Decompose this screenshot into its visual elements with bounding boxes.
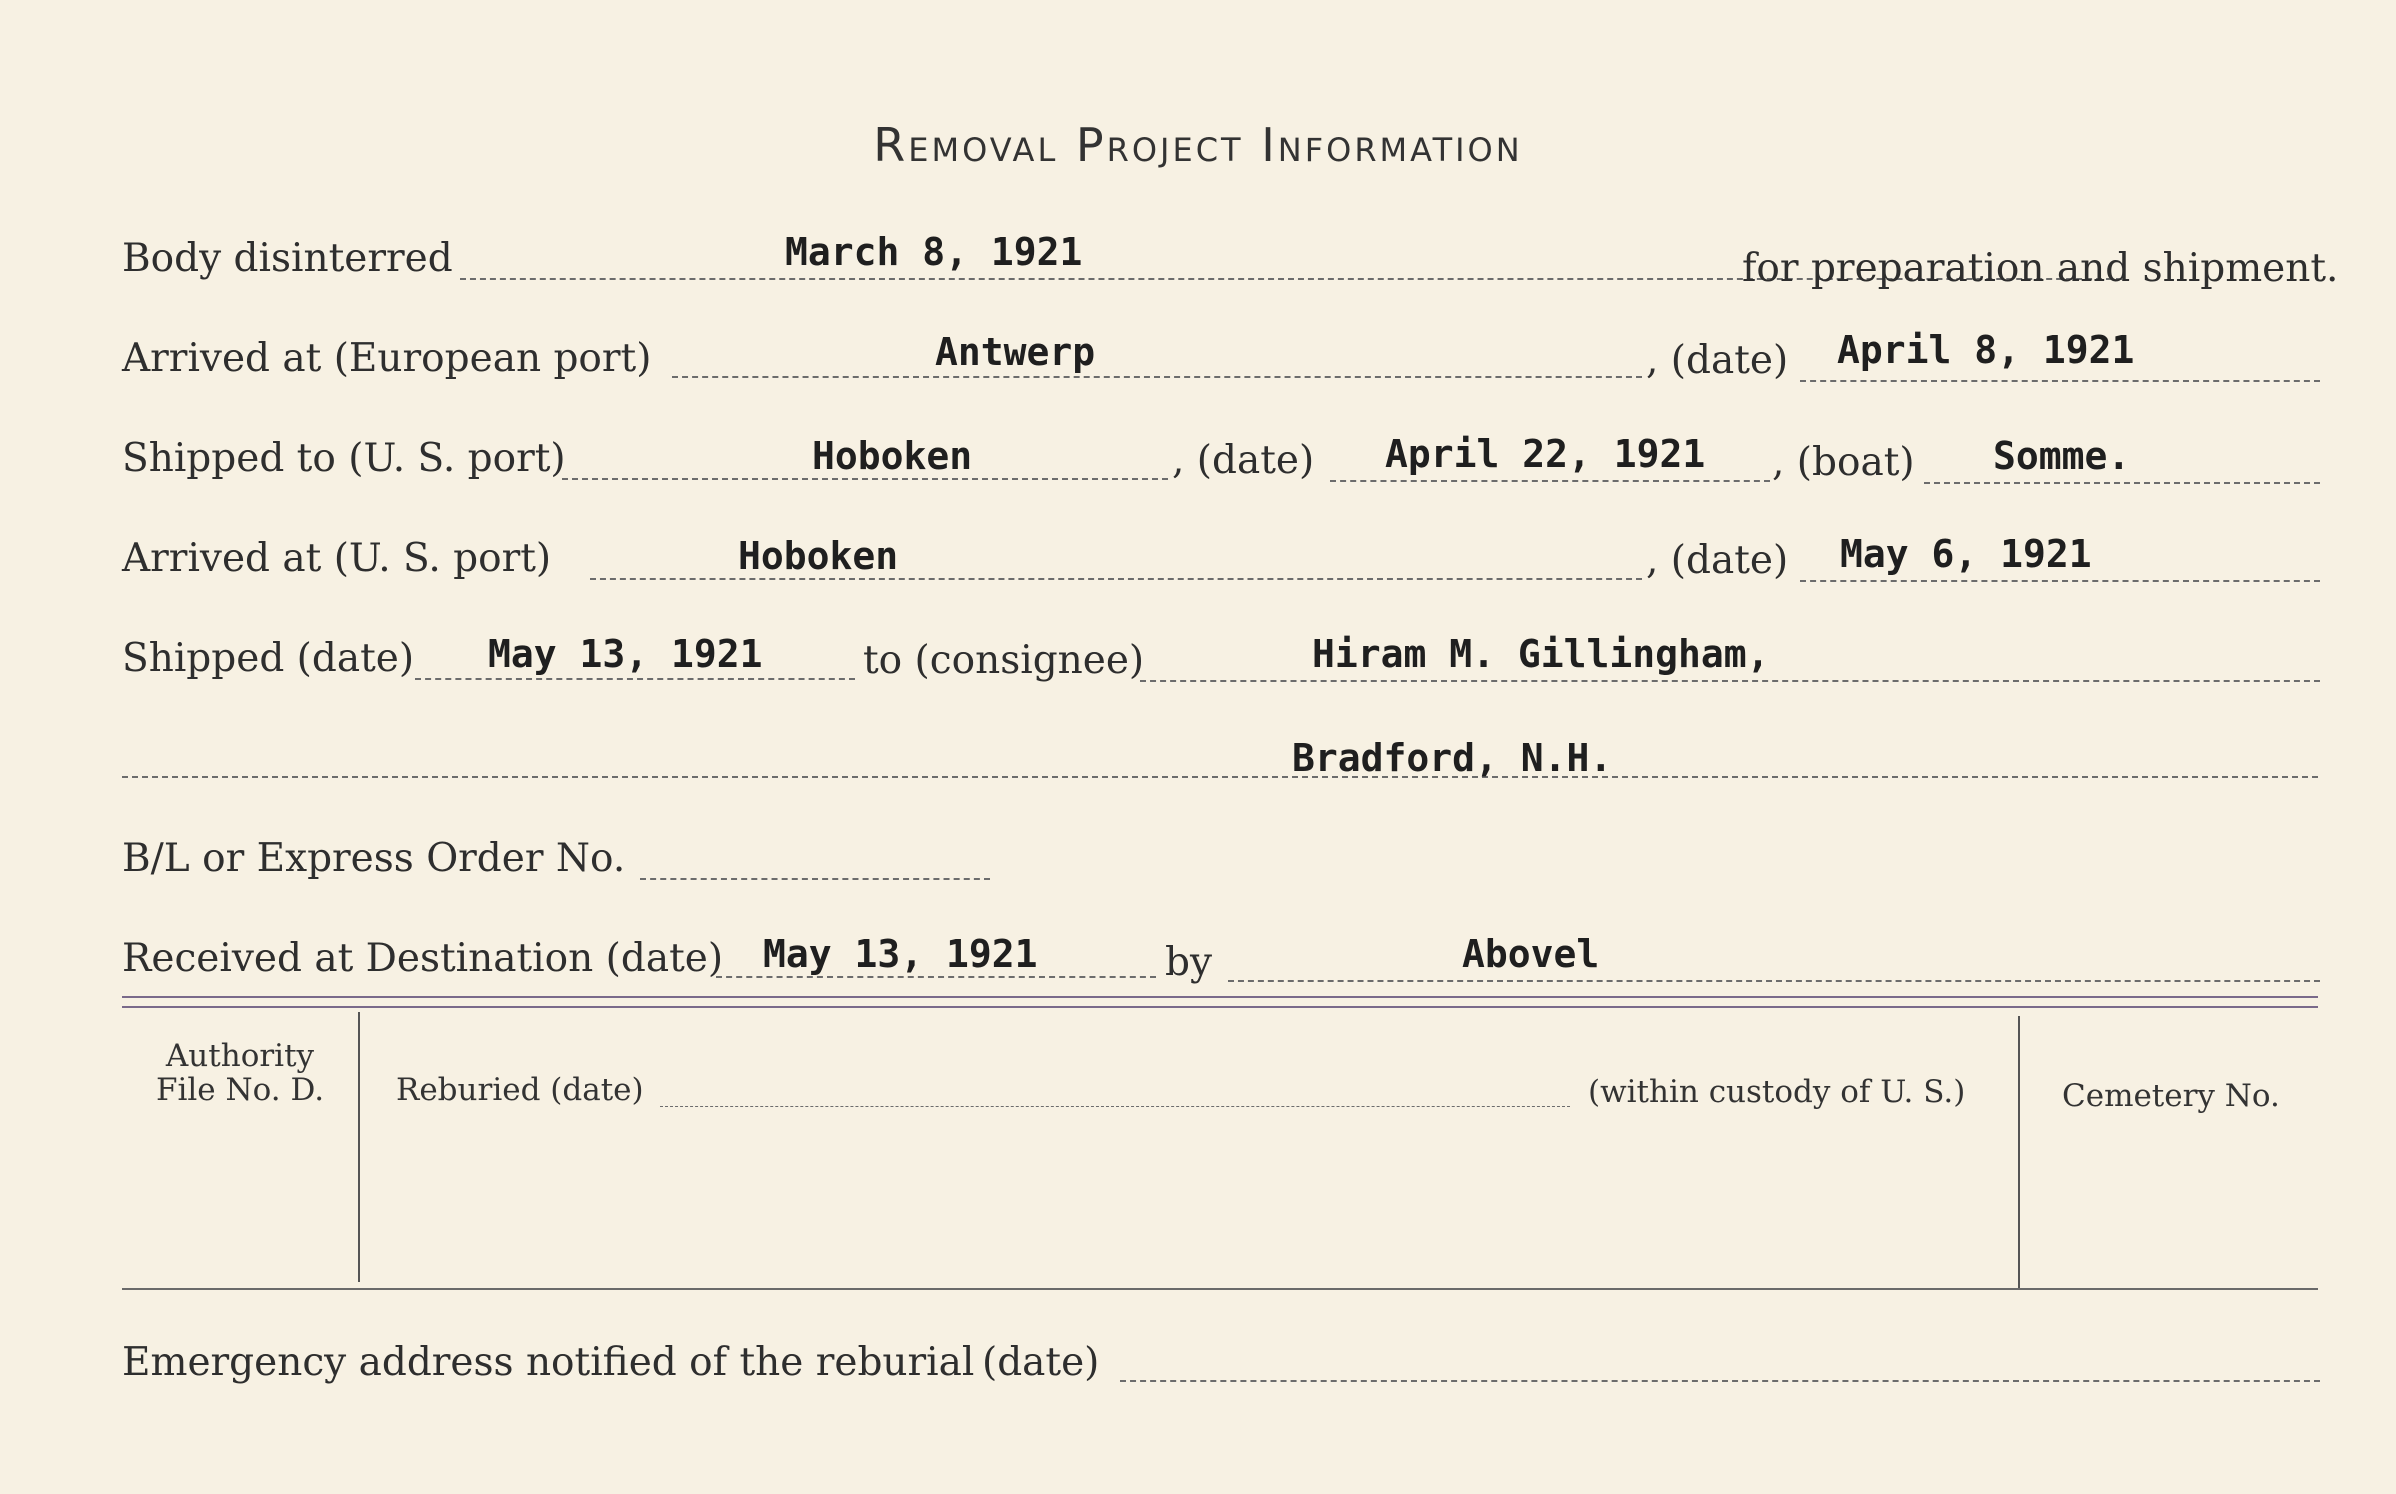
shipped-to-boat-value: Somme. <box>1993 434 2131 478</box>
emergency-date-label: (date) <box>982 1340 1100 1385</box>
received-by-label: by <box>1165 940 1212 985</box>
shipped-to-boat-line <box>1924 482 2320 484</box>
european-port-line <box>672 376 1642 378</box>
european-port-date-label: , (date) <box>1646 338 1789 383</box>
shipped-date-line <box>415 678 855 680</box>
authority-label-line1: Authority <box>165 1038 315 1074</box>
disinterred-suffix: for preparation and shipment. <box>1742 246 2339 291</box>
consignee-value: Hiram M. Gillingham, <box>1312 632 1770 676</box>
shipped-to-date-label: , (date) <box>1172 438 1315 483</box>
us-port-value: Hoboken <box>738 534 899 578</box>
disinterred-value: March 8, 1921 <box>785 230 1083 274</box>
shipped-date-label: Shipped (date) <box>122 636 415 681</box>
bl-label: B/L or Express Order No. <box>122 836 626 881</box>
reburied-label: Reburied (date) <box>396 1072 644 1108</box>
received-by-line <box>1228 980 2320 982</box>
shipped-to-date-value: April 22, 1921 <box>1385 432 1706 476</box>
card-title: Removal Project Information <box>873 118 1523 172</box>
received-date-value: May 13, 1921 <box>763 932 1038 976</box>
received-by-value: Abovel <box>1462 932 1600 976</box>
cemetery-label: Cemetery No. <box>2062 1078 2280 1114</box>
consignee-address-line <box>122 776 2318 778</box>
us-port-label: Arrived at (U. S. port) <box>122 536 552 581</box>
consignee-address-value: Bradford, N.H. <box>1292 736 1613 780</box>
european-port-date-value: April 8, 1921 <box>1837 328 2135 372</box>
shipped-to-line <box>562 478 1168 480</box>
consignee-label: to (consignee) <box>863 638 1145 683</box>
us-port-date-value: May 6, 1921 <box>1840 532 2092 576</box>
us-port-date-line <box>1800 580 2320 582</box>
consignee-line <box>1140 680 2320 682</box>
us-port-date-label: , (date) <box>1646 538 1789 583</box>
box-bottom-rule <box>122 1288 2318 1290</box>
shipped-to-label: Shipped to (U. S. port) <box>122 436 566 481</box>
emergency-label: Emergency address notified of the reburial <box>122 1340 975 1385</box>
european-port-date-line <box>1800 380 2320 382</box>
shipped-to-value: Hoboken <box>812 434 973 478</box>
authority-label-line2: File No. D. <box>155 1072 325 1108</box>
shipped-date-value: May 13, 1921 <box>488 632 763 676</box>
bl-line <box>640 878 990 880</box>
custody-label: (within custody of U. S.) <box>1588 1074 1966 1110</box>
european-port-value: Antwerp <box>935 330 1096 374</box>
received-label: Received at Destination (date) <box>122 936 724 981</box>
european-port-label: Arrived at (European port) <box>122 336 652 381</box>
box-divider-left <box>358 1012 360 1282</box>
double-rule-top <box>122 996 2318 998</box>
emergency-line <box>1120 1380 2320 1382</box>
box-divider-right <box>2018 1016 2020 1290</box>
reburied-line <box>660 1106 1570 1107</box>
received-date-line <box>716 976 1156 978</box>
shipped-to-date-line <box>1330 480 1770 482</box>
disinterred-label: Body disinterred <box>122 236 453 281</box>
double-rule-bottom <box>122 1006 2318 1008</box>
us-port-line <box>590 578 1642 580</box>
shipped-to-boat-label: , (boat) <box>1772 440 1915 485</box>
